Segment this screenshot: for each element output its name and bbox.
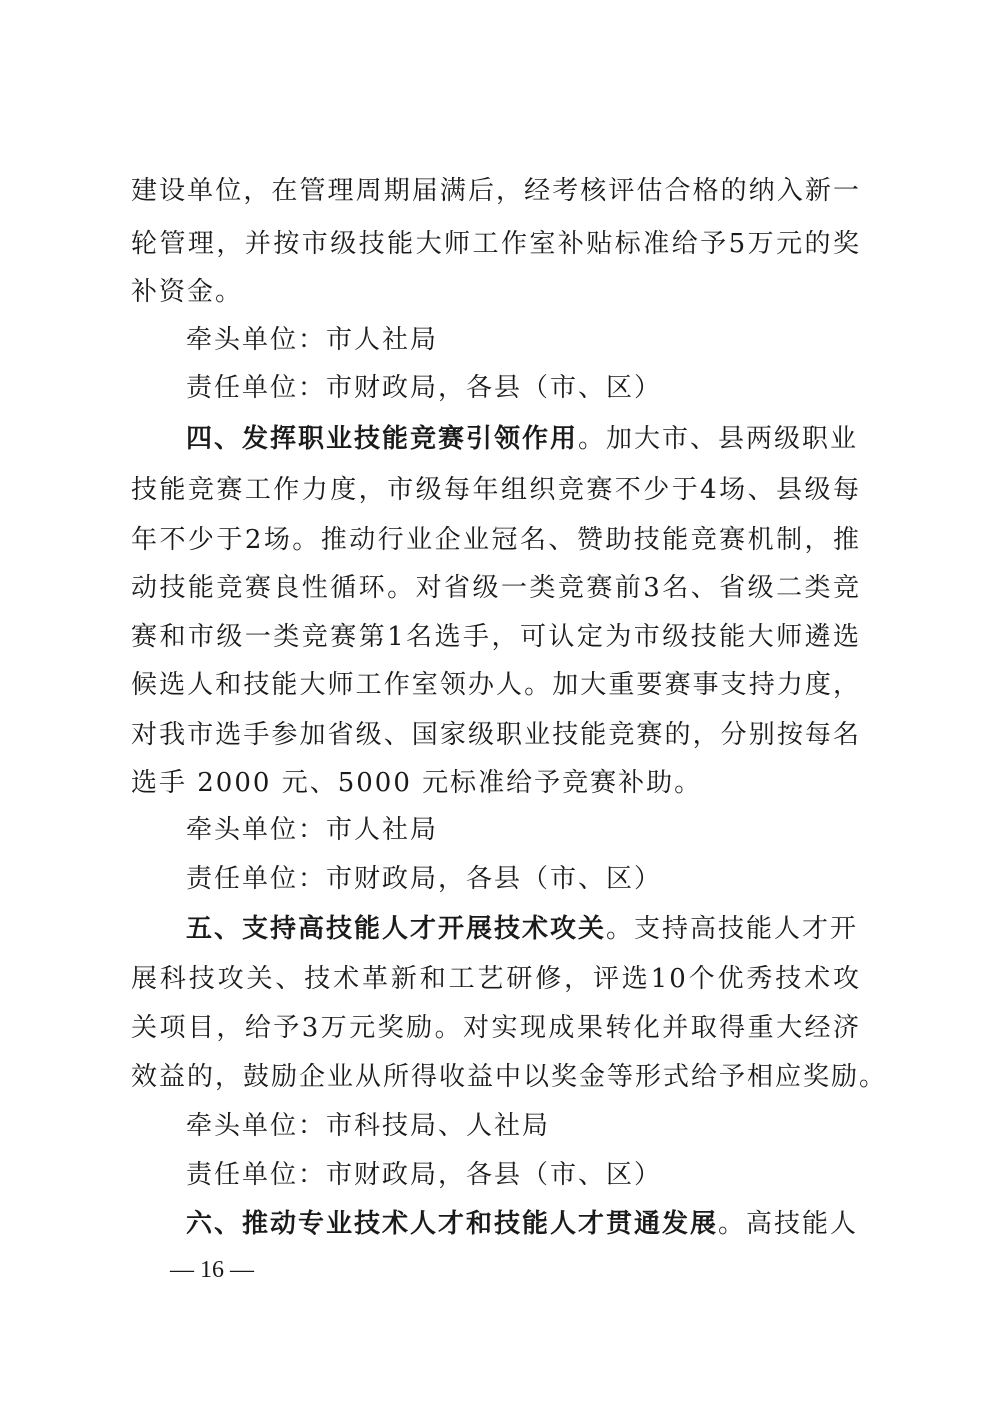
paragraph-line: 赛和市级一类竞赛第1名选手，可认定为市级技能大师遴选 (131, 622, 861, 652)
responsible-unit-line: 责任单位：市财政局，各县（市、区） (186, 373, 663, 403)
paragraph-line: 技能竞赛工作力度，市级每年组织竞赛不少于4场、县级每 (131, 475, 861, 505)
section-6-first-line-text: 。高技能人 (718, 1209, 859, 1239)
paragraph-line: 补资金。 (131, 277, 244, 307)
paragraph-line: 对我市选手参加省级、国家级职业技能竞赛的，分别按每名 (131, 720, 861, 750)
paragraph-line: 效益的，鼓励企业从所得收益中以奖金等形式给予相应奖励。 (131, 1062, 888, 1092)
responsible-unit-line: 责任单位：市财政局，各县（市、区） (186, 1160, 663, 1190)
lead-unit-line: 牵头单位：市人社局 (186, 815, 439, 845)
paragraph-line: 年不少于2场。推动行业企业冠名、赞助技能竞赛机制，推 (131, 525, 861, 555)
lead-unit-line: 牵头单位：市人社局 (186, 325, 439, 355)
paragraph-line: 展科技攻关、技术革新和工艺研修，评选10个优秀技术攻 (131, 964, 861, 994)
paragraph-line: 候选人和技能大师工作室领办人。加大重要赛事支持力度， (131, 670, 861, 700)
paragraph-line: 关项目，给予3万元奖励。对实现成果转化并取得重大经济 (131, 1013, 861, 1043)
section-5-first-line-text: 。支持高技能人才开 (606, 914, 859, 944)
paragraph-line: 建设单位，在管理周期届满后，经考核评估合格的纳入新一 (131, 176, 861, 206)
paragraph-line: 轮管理，并按市级技能大师工作室补贴标准给予5万元的奖 (131, 229, 861, 259)
paragraph-line: 动技能竞赛良性循环。对省级一类竞赛前3名、省级二类竞 (131, 573, 861, 603)
section-5-first-line (186, 905, 861, 953)
section-4-heading: 四、发挥职业技能竞赛引领作用 (186, 424, 579, 454)
section-5-heading: 五、支持高技能人才开展技术攻关 (186, 914, 607, 944)
lead-unit-line: 牵头单位：市科技局、人社局 (186, 1111, 551, 1141)
responsible-unit-line: 责任单位：市财政局，各县（市、区） (186, 864, 663, 894)
section-4-first-line (186, 415, 861, 463)
section-4-first-line-text: 。加大市、县两级职业 (578, 424, 859, 454)
paragraph-line: 选手 2000 元、5000 元标准给予竞赛补助。 (131, 768, 703, 798)
section-6-heading: 六、推动专业技术人才和技能人才贯通发展 (186, 1209, 719, 1239)
page-number: — 16 — (170, 1257, 254, 1283)
section-6-first-line (186, 1200, 861, 1248)
